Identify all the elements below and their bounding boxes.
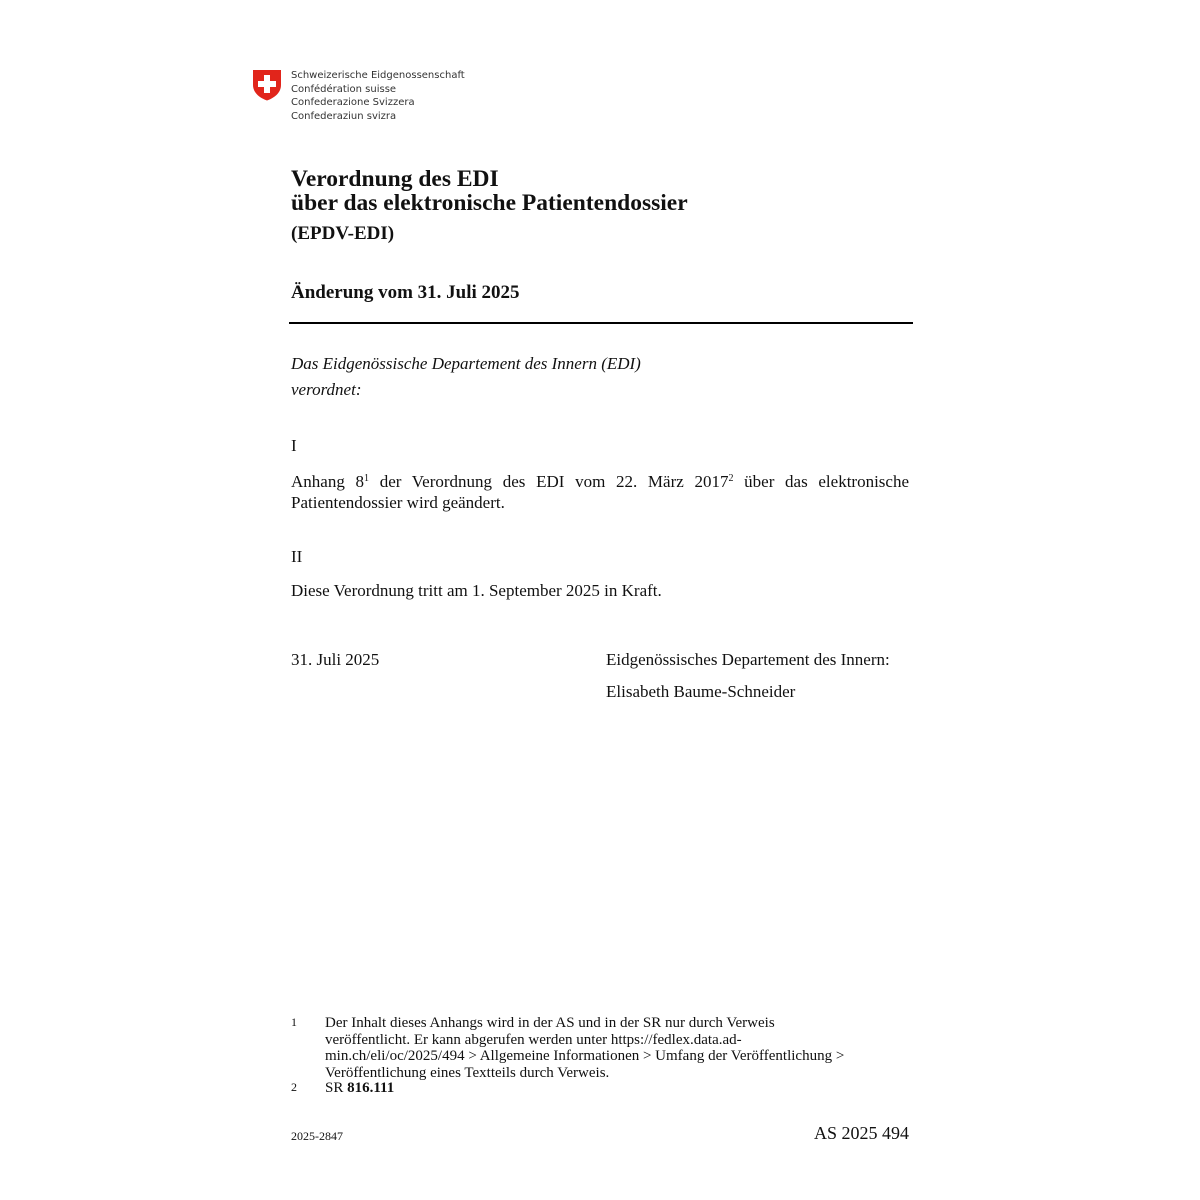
section-numeral-1: I (291, 436, 297, 455)
cross-horizontal (258, 81, 276, 87)
signature-authority: Eidgenössisches Departement des Innern: (606, 650, 890, 669)
official-collection-reference: AS 2025 494 (813, 1123, 909, 1143)
section-numeral-2: II (291, 547, 303, 566)
section-1-text-a: Anhang 8 (291, 472, 365, 491)
footnote-ref-1[interactable]: 1 (364, 473, 370, 484)
preamble-authority: Das Eidgenössische Departement des Innern (EDI) (291, 354, 641, 373)
section-1-text (291, 471, 909, 513)
title-rule (289, 322, 913, 324)
footnote-1-line-2: veröffentlicht. Er kann abgerufen werden unter https://fedlex.data.ad- (325, 1031, 742, 1048)
title-line-1: Verordnung des EDI (291, 166, 499, 192)
footnote-1-line-4: Veröffentlichung eines Textteils durch Verweis. (325, 1064, 610, 1081)
footnote-1-line-3: min.ch/eli/oc/2025/494 > Allgemeine Informationen > Umfang der Veröffentlichung > (325, 1048, 845, 1064)
footnote-2-prefix: SR (325, 1080, 348, 1096)
footnote-1-line-1: Der Inhalt dieses Anhangs wird in der AS und in der SR nur durch Verweis (325, 1015, 775, 1031)
section-1-text-c: über das elektronische Patientendossier wird geändert. (291, 472, 910, 512)
title-line-2: über das elektronische Patientendossier (291, 190, 688, 216)
swiss-coat-of-arms-icon (252, 69, 282, 101)
document-number: 2025-2847 (291, 1129, 343, 1143)
signature-name: Elisabeth Baume-Schneider (606, 682, 796, 701)
footnote-2-text (325, 1080, 905, 1097)
confederation-name-de: Schweizerische Eidgenossenschaft (291, 70, 465, 81)
section-1-text-b: der Verordnung des EDI vom 22. März 2017 (369, 472, 729, 491)
section-2-text: Diese Verordnung tritt am 1. September 2025 in Kraft. (291, 581, 662, 600)
confederation-name-it: Confederazione Svizzera (291, 97, 415, 108)
footnote-1-text (325, 1015, 905, 1081)
signature-date: 31. Juli 2025 (291, 650, 380, 669)
preamble-verb: verordnet: (291, 380, 362, 399)
title-abbreviation: (EPDV-EDI) (291, 223, 395, 244)
confederation-name-fr: Confédération suisse (291, 83, 397, 95)
confederation-name-rm: Confederaziun svizra (291, 110, 397, 122)
footnote-2-reference: 816.111 (347, 1080, 395, 1096)
footnote-number-2: 2 (291, 1080, 297, 1094)
amendment-date: Änderung vom 31. Juli 2025 (291, 282, 520, 303)
footnote-number-1: 1 (291, 1015, 297, 1029)
footnote-ref-2[interactable]: 2 (728, 473, 734, 484)
